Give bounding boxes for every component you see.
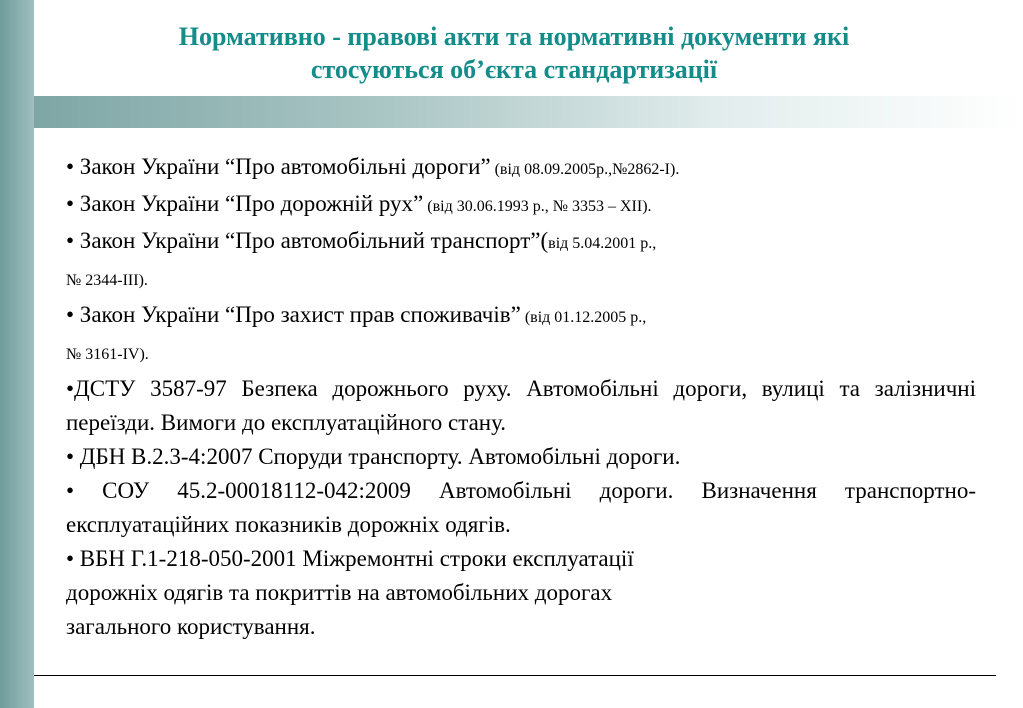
item-reference: від 5.04.2001 р., [548, 235, 657, 252]
item-text: • ДБН В.2.3-4:2007 Споруди транспорту. Автомобільні дороги. [66, 444, 681, 469]
item-reference: (від 01.12.2005 р., [520, 309, 647, 326]
list-item [66, 474, 976, 542]
list-item [66, 440, 976, 474]
item-reference-cont: № 3161-IV). [66, 346, 149, 363]
document-list [66, 150, 976, 644]
item-text-line-3: загального користування. [66, 614, 316, 639]
item-reference-cont: № 2344-ІІІ). [66, 272, 148, 289]
list-item [66, 372, 976, 440]
list-item [66, 298, 976, 372]
list-item [66, 187, 976, 224]
item-text: • Закон України “Про дорожній рух” [66, 191, 424, 216]
list-item [66, 224, 976, 298]
header-gradient-band [34, 96, 1023, 128]
list-item [66, 150, 976, 187]
title-line-2: стосуються об’єкта стандартизації [310, 55, 718, 84]
title-line-1: Нормативно - правові акти та нормативні документи які [178, 22, 850, 51]
item-text: • Закон України “Про автомобільний транспорт”( [66, 228, 549, 253]
side-accent-bar [0, 0, 34, 708]
item-text: • Закон України “Про автомобільні дороги” [66, 154, 491, 179]
footer-divider [34, 675, 996, 676]
page-title [34, 20, 994, 86]
item-reference: (від 08.09.2005р.,№2862-І). [490, 161, 680, 178]
item-text: • Закон України “Про захист прав споживачів” [66, 302, 521, 327]
item-text-line-2: дорожніх одягів та покриттів на автомобільних дорогах [66, 580, 613, 605]
list-item [66, 542, 976, 644]
item-text: •ДСТУ 3587-97 Безпека дорожнього руху. Автомобільні дороги, вулиці та залізничні переїзди. Вимоги до експлуатаційного стану. [66, 376, 976, 435]
item-text: • СОУ 45.2-00018112-042:2009 Автомобільні дороги. Визначення транспортно-експлуатаційних показників дорожніх одягів. [66, 478, 976, 537]
item-reference: (від 30.06.1993 р., № 3353 – XII). [423, 198, 652, 215]
item-text: • ВБН Г.1-218-050-2001 Міжремонтні строки експлуатації [66, 546, 634, 571]
